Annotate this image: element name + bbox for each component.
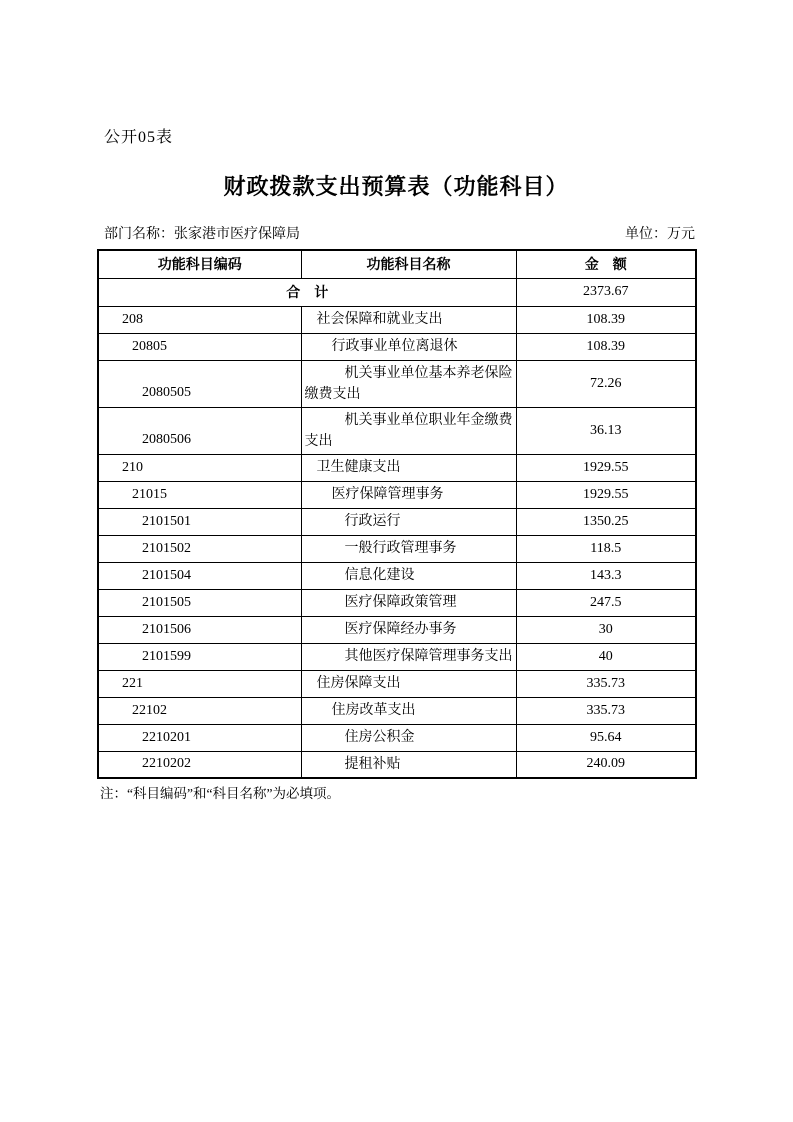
document-content bbox=[97, 0, 695, 802]
subject-code-cell: 2210201 bbox=[98, 724, 301, 751]
subject-code-cell: 20805 bbox=[98, 333, 301, 360]
amount-cell: 247.5 bbox=[516, 589, 696, 616]
subject-code-cell: 21015 bbox=[98, 481, 301, 508]
table-row bbox=[98, 751, 696, 778]
subject-name-cell: 住房改革支出 bbox=[301, 697, 516, 724]
subject-name-cell: 其他医疗保障管理事务支出 bbox=[301, 643, 516, 670]
amount-cell: 335.73 bbox=[516, 697, 696, 724]
table-row bbox=[98, 481, 696, 508]
subject-name-cell: 医疗保障政策管理 bbox=[301, 589, 516, 616]
header-row bbox=[98, 250, 696, 278]
table-meta-row bbox=[97, 226, 695, 244]
subject-code-cell: 2101501 bbox=[98, 508, 301, 535]
page-title: 财政拨款支出预算表（功能科目） bbox=[223, 174, 569, 199]
form-number-label: 公开05表 bbox=[104, 129, 174, 146]
table-row bbox=[98, 454, 696, 481]
subject-code-cell: 208 bbox=[98, 306, 301, 333]
amount-cell: 108.39 bbox=[516, 333, 696, 360]
budget-table bbox=[97, 249, 697, 779]
amount-cell: 36.13 bbox=[516, 407, 696, 454]
subject-code-cell: 22102 bbox=[98, 697, 301, 724]
table-row bbox=[98, 724, 696, 751]
table-row bbox=[98, 670, 696, 697]
subject-code-cell: 2101505 bbox=[98, 589, 301, 616]
header-amount: 金 额 bbox=[516, 250, 696, 278]
table-body bbox=[98, 306, 696, 778]
table-row bbox=[98, 616, 696, 643]
unit-label: 单位：万元 bbox=[625, 227, 695, 242]
amount-cell: 95.64 bbox=[516, 724, 696, 751]
amount-cell: 1350.25 bbox=[516, 508, 696, 535]
subject-name-cell: 医疗保障经办事务 bbox=[301, 616, 516, 643]
amount-cell: 1929.55 bbox=[516, 481, 696, 508]
amount-cell: 30 bbox=[516, 616, 696, 643]
footnote: 注：“科目编码”和“科目名称”为必填项。 bbox=[100, 786, 340, 801]
subject-name-cell: 医疗保障管理事务 bbox=[301, 481, 516, 508]
amount-cell: 1929.55 bbox=[516, 454, 696, 481]
subject-name-cell: 提租补贴 bbox=[301, 751, 516, 778]
table-row bbox=[98, 360, 696, 407]
subject-name-cell: 卫生健康支出 bbox=[301, 454, 516, 481]
amount-cell: 108.39 bbox=[516, 306, 696, 333]
subject-name-cell: 住房公积金 bbox=[301, 724, 516, 751]
table-row bbox=[98, 508, 696, 535]
table-row bbox=[98, 643, 696, 670]
subject-code-cell: 210 bbox=[98, 454, 301, 481]
amount-cell: 240.09 bbox=[516, 751, 696, 778]
total-label-cell: 合 计 bbox=[98, 278, 516, 306]
header-subject-code: 功能科目编码 bbox=[98, 250, 301, 278]
table-row bbox=[98, 697, 696, 724]
subject-code-cell: 2210202 bbox=[98, 751, 301, 778]
table-header bbox=[98, 250, 696, 278]
table-row bbox=[98, 306, 696, 333]
table-row bbox=[98, 333, 696, 360]
subject-code-cell: 2080505 bbox=[98, 360, 301, 407]
subject-code-cell: 2080506 bbox=[98, 407, 301, 454]
amount-cell: 335.73 bbox=[516, 670, 696, 697]
subject-code-cell: 2101506 bbox=[98, 616, 301, 643]
amount-cell: 40 bbox=[516, 643, 696, 670]
total-amount-cell: 2373.67 bbox=[516, 278, 696, 306]
amount-cell: 72.26 bbox=[516, 360, 696, 407]
subject-name-cell: 行政运行 bbox=[301, 508, 516, 535]
subject-name-cell: 一般行政管理事务 bbox=[301, 535, 516, 562]
subject-name-cell: 机关事业单位职业年金缴费支出 bbox=[301, 407, 516, 454]
header-subject-name: 功能科目名称 bbox=[301, 250, 516, 278]
subject-code-cell: 2101504 bbox=[98, 562, 301, 589]
table-row bbox=[98, 407, 696, 454]
subject-code-cell: 2101599 bbox=[98, 643, 301, 670]
subject-name-cell: 社会保障和就业支出 bbox=[301, 306, 516, 333]
subject-name-cell: 信息化建设 bbox=[301, 562, 516, 589]
subject-name-cell: 机关事业单位基本养老保险缴费支出 bbox=[301, 360, 516, 407]
table-row bbox=[98, 562, 696, 589]
total-row bbox=[98, 278, 696, 306]
subject-name-cell: 住房保障支出 bbox=[301, 670, 516, 697]
department-name-label: 部门名称：张家港市医疗保障局 bbox=[104, 227, 300, 242]
amount-cell: 143.3 bbox=[516, 562, 696, 589]
amount-cell: 118.5 bbox=[516, 535, 696, 562]
table-row bbox=[98, 589, 696, 616]
subject-code-cell: 2101502 bbox=[98, 535, 301, 562]
subject-code-cell: 221 bbox=[98, 670, 301, 697]
table-row bbox=[98, 535, 696, 562]
subject-name-cell: 行政事业单位离退休 bbox=[301, 333, 516, 360]
